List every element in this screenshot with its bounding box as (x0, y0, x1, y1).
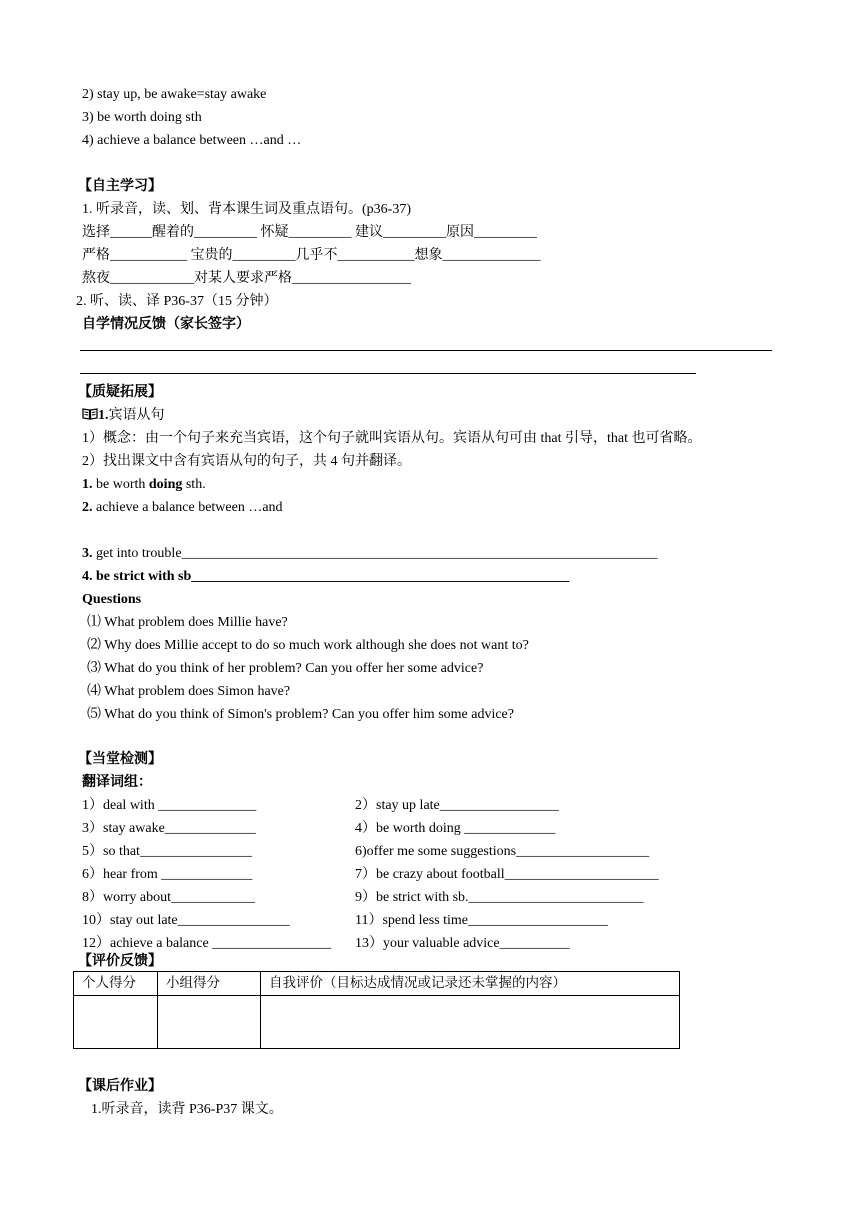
topic-text: 宾语从句 (108, 408, 165, 423)
test-item: 13）your valuable advice__________ (355, 936, 570, 951)
feedback-line (80, 350, 772, 351)
test-heading: 【当堂检测】 (78, 751, 162, 767)
phrase-item: 3) be worth doing sth (82, 110, 202, 125)
self-evaluation-cell[interactable] (261, 996, 680, 1049)
vocab-row: 严格___________ 宝贵的_________几乎不___________想象______________ (82, 248, 541, 263)
self-study-item-2: 2. 听、读、译 P36-37（15 分钟） (76, 294, 278, 309)
question-item: ⑶ What do you think of her problem? Can you offer her some advice? (87, 661, 484, 676)
question-item: ⑵ Why does Millie accept to do so much work although she does not want to? (87, 638, 529, 653)
feedback-line (80, 373, 696, 374)
test-item: 6）hear from _____________ (82, 867, 253, 882)
concept-text: 1）概念：由一个句子来充当宾语，这个句子就叫宾语从句。宾语从句可由 that 引导，that 也可省略。 (82, 431, 702, 446)
vocab-row: 选择______醒着的_________ 怀疑_________ 建议_________原因_________ (82, 225, 537, 240)
find-instruction: 2）找出课文中含有宾语从句的句子，共 4 句并翻译。 (82, 454, 411, 469)
book-icon (82, 407, 98, 420)
topic-number: 1. (98, 408, 109, 423)
test-item: 4）be worth doing _____________ (355, 821, 556, 836)
test-item: 12）achieve a balance _________________ (82, 936, 332, 951)
test-item: 10）stay out late________________ (82, 913, 290, 928)
phrase-item: 2) stay up, be awake=stay awake (82, 87, 267, 102)
personal-score-cell[interactable] (74, 996, 158, 1049)
phrase-item: 4) achieve a balance between …and … (82, 133, 302, 148)
homework-item: 1.听录音，读背 P36-P37 课文。 (91, 1102, 283, 1117)
questions-label: Questions (82, 592, 142, 607)
extension-heading: 【质疑拓展】 (78, 384, 162, 400)
feedback-label: 自学情况反馈（家长签字） (82, 316, 250, 332)
col-self-evaluation: 自我评价（目标达成情况或记录还未掌握的内容） (261, 972, 680, 996)
test-item: 3）stay awake_____________ (82, 821, 256, 836)
col-group-score: 小组得分 (158, 972, 261, 996)
evaluation-table (73, 971, 680, 1049)
test-item: 8）worry about____________ (82, 890, 256, 905)
question-item: ⑸ What do you think of Simon's problem? Can you offer him some advice? (87, 707, 514, 722)
evaluation-heading: 【评价反馈】 (78, 953, 162, 969)
sentence-1: 1. be worth doing sth. (82, 477, 206, 492)
test-item: 1）deal with ______________ (82, 798, 257, 813)
homework-heading: 【课后作业】 (78, 1078, 162, 1094)
sentence-3: 3. get into trouble____________________________________________________________________ (82, 546, 658, 561)
test-item: 9）be strict with sb._________________________ (355, 890, 644, 905)
sentence-2: 2. achieve a balance between …and (82, 500, 283, 515)
question-item: ⑴ What problem does Millie have? (87, 615, 288, 630)
test-item: 5）so that________________ (82, 844, 252, 859)
col-personal-score: 个人得分 (74, 972, 158, 996)
test-item: 6)offer me some suggestions___________________ (355, 844, 650, 859)
question-item: ⑷ What problem does Simon have? (87, 684, 291, 699)
test-item: 7）be crazy about football______________________ (355, 867, 659, 882)
sentence-4: 4. be strict with sb______________________________________________________ (82, 569, 570, 584)
self-study-item-1: 1. 听录音，读、划、背本课生词及重点语句。(p36-37) (82, 202, 411, 217)
test-item: 11）spend less time____________________ (355, 913, 609, 928)
vocab-row: 熬夜____________对某人要求严格_________________ (82, 271, 411, 286)
self-study-heading: 【自主学习】 (78, 178, 162, 194)
test-item: 2）stay up late_________________ (355, 798, 559, 813)
topic-line (82, 404, 165, 427)
test-label: 翻译词组： (82, 774, 152, 790)
group-score-cell[interactable] (158, 996, 261, 1049)
